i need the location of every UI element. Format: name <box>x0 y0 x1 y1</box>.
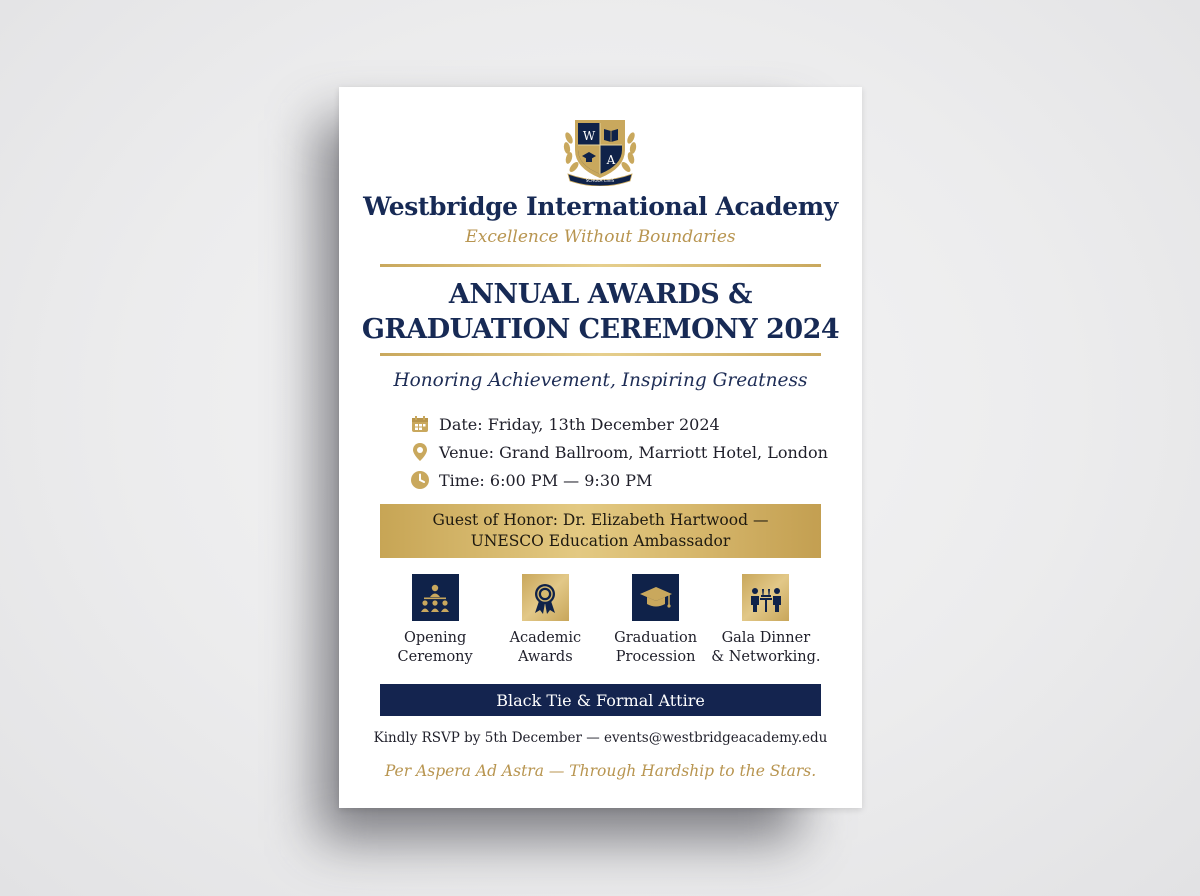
programme-label-line1: Opening <box>403 630 467 646</box>
event-tagline: Honoring Achievement, Inspiring Greatness <box>393 370 808 391</box>
detail-date-text: Date: Friday, 13th December 2024 <box>439 414 720 434</box>
dress-code-banner: Black Tie & Formal Attire <box>380 684 821 716</box>
programme-label-line2: & Networking. <box>711 649 821 665</box>
dinner-table-icon <box>742 574 789 621</box>
event-details <box>409 410 828 494</box>
crest-letter-w: W <box>582 129 596 143</box>
closing-motto: Per Aspera Ad Astra — Through Hardship to the Stars. <box>384 762 817 780</box>
programme-label-awards <box>485 629 605 667</box>
event-title-line2: GRADUATION CEREMONY 2024 <box>361 314 840 345</box>
location-pin-icon <box>409 441 431 463</box>
guest-of-honor-line1: Guest of Honor: Dr. Elizabeth Hartwood — <box>432 511 769 529</box>
detail-venue <box>409 438 828 466</box>
crest-letter-a: A <box>606 153 616 167</box>
guest-of-honor-line2: UNESCO Education Ambassador <box>470 532 731 550</box>
graduation-cap-icon <box>632 574 679 621</box>
event-title <box>339 277 862 347</box>
programme-label-gala <box>706 629 826 667</box>
detail-venue-text: Venue: Grand Ballroom, Marriott Hotel, London <box>439 442 828 462</box>
gold-divider-top <box>380 264 821 267</box>
programme-label-line2: Ceremony <box>397 649 473 665</box>
programme-label-opening <box>375 629 495 667</box>
award-ribbon-icon <box>522 574 569 621</box>
programme-label-line1: Graduation <box>614 630 698 646</box>
audience-icon <box>412 574 459 621</box>
event-title-line1: ANNUAL AWARDS & <box>448 279 753 310</box>
programme-label-line1: Gala Dinner <box>721 630 811 646</box>
gold-divider-bottom <box>380 353 821 356</box>
programme-highlights <box>380 574 821 667</box>
programme-label-line2: Procession <box>615 649 696 665</box>
invitation-card <box>339 87 862 808</box>
school-name: Westbridge International Academy <box>363 192 838 221</box>
crest-banner-text: SCHOLA CIVIS <box>585 178 615 183</box>
detail-date <box>409 410 828 438</box>
programme-item-gala <box>711 574 821 667</box>
guest-of-honor-banner <box>380 504 821 558</box>
programme-item-graduation <box>601 574 711 667</box>
rsvp-text: Kindly RSVP by 5th December — events@westbridgeacademy.edu <box>373 730 828 746</box>
detail-time <box>409 466 828 494</box>
programme-label-line2: Awards <box>518 649 573 665</box>
school-motto: Excellence Without Boundaries <box>465 227 736 247</box>
clock-icon <box>409 469 431 491</box>
programme-item-opening <box>380 574 490 667</box>
school-crest-icon <box>560 116 640 186</box>
calendar-icon <box>409 413 431 435</box>
programme-label-line1: Academic <box>509 630 582 646</box>
detail-time-text: Time: 6:00 PM — 9:30 PM <box>439 470 653 490</box>
programme-item-awards <box>490 574 600 667</box>
programme-label-graduation <box>596 629 716 667</box>
